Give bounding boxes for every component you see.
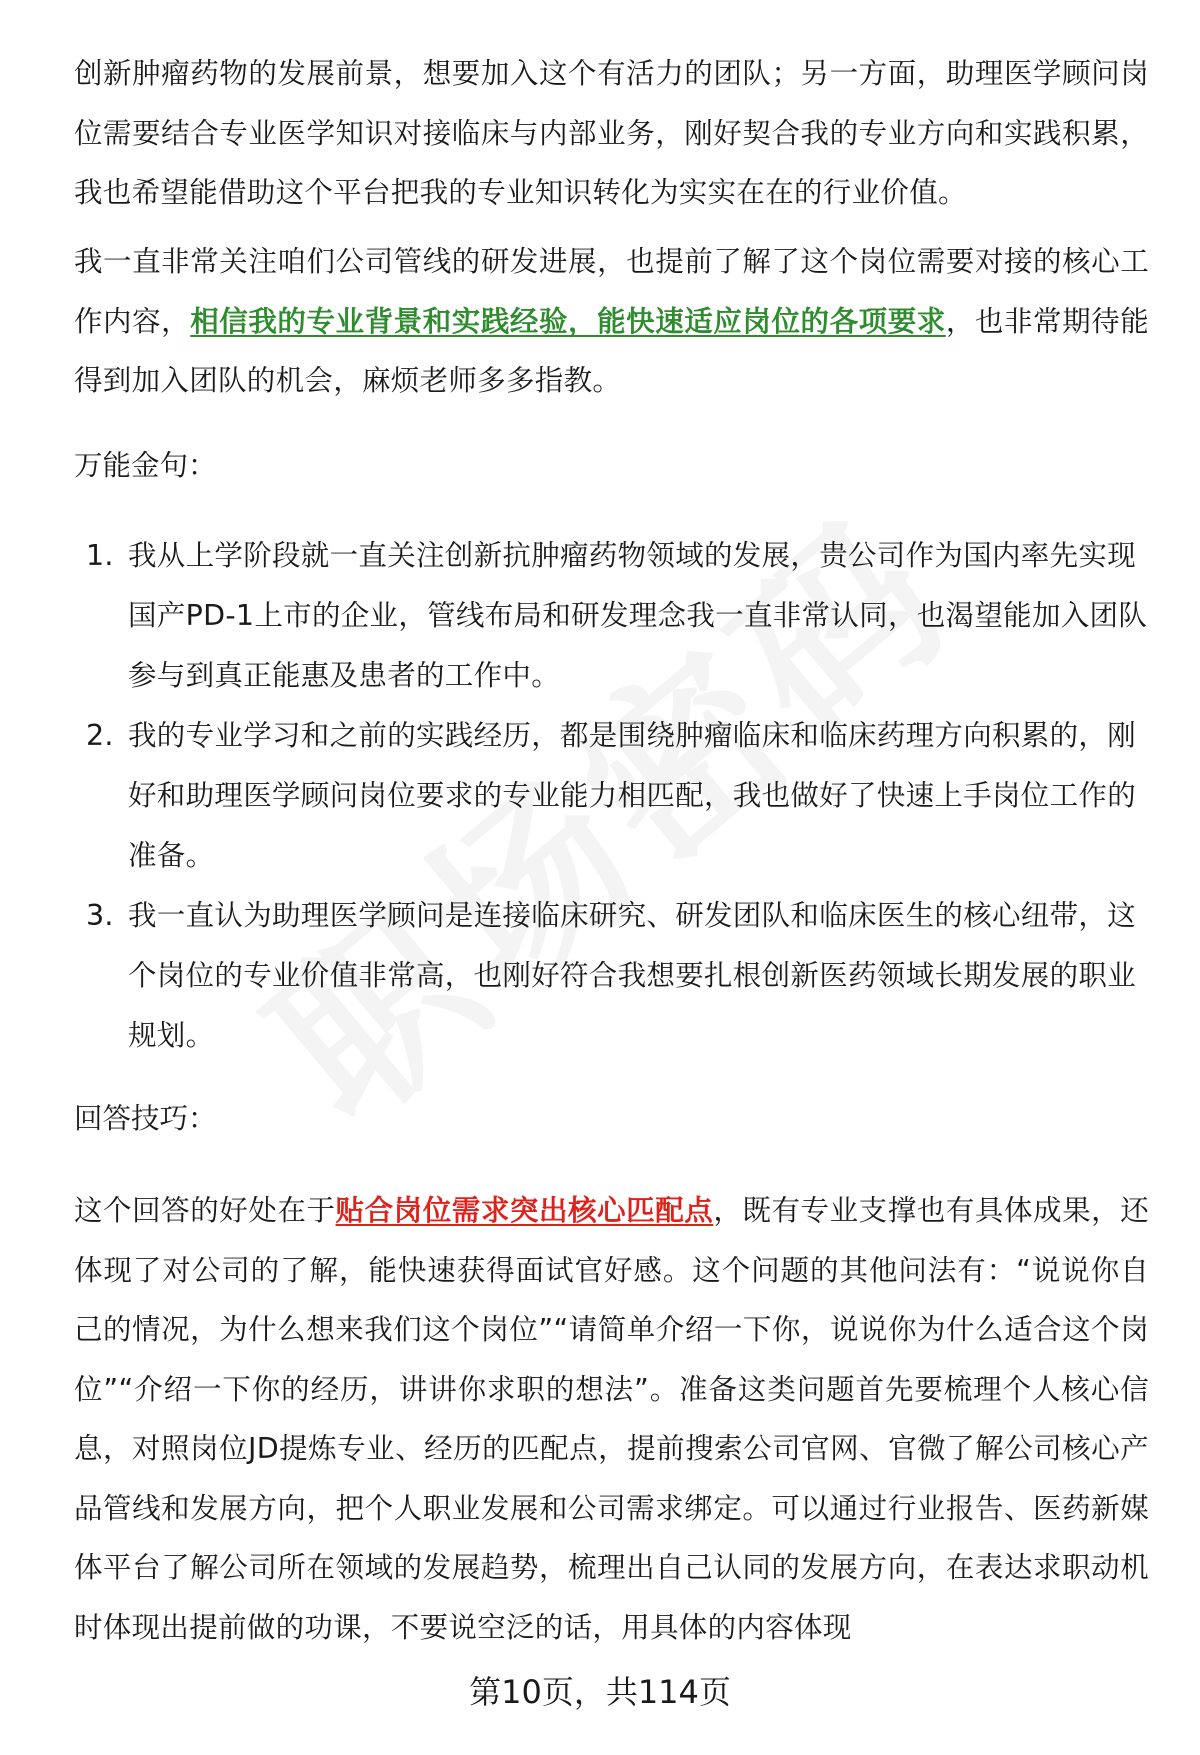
list-item [74,706,1154,886]
second-paragraph-after: ，也非常期待能得到加入团队的机会，麻烦老师多多指教。 [74,304,1149,397]
tips-heading: 回答技巧： [74,1102,217,1135]
list-item-number: 3. [86,899,114,932]
list-item [74,526,1154,706]
list-item-text: 我从上学阶段就一直关注创新抗肿瘤药物领域的发展，贵公司作为国内率先实现国产PD-1上市的企业，管线布局和研发理念我一直非常认同，也渴望能加入团队参与到真正能惠及患者的工作中。 [128,539,1148,692]
golden-heading: 万能金句： [74,449,217,482]
second-paragraph-before: 我一直非常关注咱们公司管线的研发进展，也提前了解了这个岗位需要对接的核心工作内容， [74,245,1149,338]
list-item [74,886,1154,1066]
intro-paragraph: 创新肿瘤药物的发展前景，想要加入这个有活力的团队；另一方面，助理医学顾问岗位需要结合专业医学知识对接临床与内部业务，刚好契合我的专业方向和实践积累，我也希望能借助这个平台把我的专业知识转化为实实在在的行业价值。 [74,57,1149,209]
page-number-footer: 第10页，共114页 [469,1673,731,1711]
tips-paragraph [74,1181,1149,1657]
tips-paragraph-after: ，既有专业支撑也有具体成果，还体现了对公司的了解，能快速获得面试官好感。这个问题的其他问法有：“说说你自己的情况，为什么想来我们这个岗位”“请简单介绍一下你，说说你为什么适合这个岗位”“介绍一下你的经历，讲讲你求职的想法”。准备这类问题首先要梳理个人核心信息，对照岗位JD提炼专业、经历的匹配点，提前搜索公司官网、官微了解公司核心产品管线和发展方向，把个人职业发展和公司需求绑定。可以通过行业报告、医药新媒体平台了解公司所在领域的发展趋势，梳理出自己认同的发展方向，在表达求职动机时体现出提前做的功课，不要说空泛的话，用具体的内容体现 [74,1194,1149,1644]
list-item-text: 我一直认为助理医学顾问是连接临床研究、研发团队和临床医生的核心纽带，这个岗位的专业价值非常高，也刚好符合我想要扎根创新医药领域长期发展的职业规划。 [128,899,1137,1052]
golden-list [74,526,1154,1066]
list-item-text: 我的专业学习和之前的实践经历，都是围绕肿瘤临床和临床药理方向积累的，刚好和助理医学顾问岗位要求的专业能力相匹配，我也做好了快速上手岗位工作的准备。 [128,719,1137,872]
tips-paragraph-highlight: 贴合岗位需求突出核心匹配点 [335,1194,714,1227]
second-paragraph [74,232,1149,411]
tips-paragraph-before: 这个回答的好处在于 [74,1194,336,1227]
list-item-number: 1. [86,539,114,572]
list-item-number: 2. [86,719,114,752]
second-paragraph-highlight: 相信我的专业背景和实践经验，能快速适应岗位的各项要求 [190,304,946,338]
